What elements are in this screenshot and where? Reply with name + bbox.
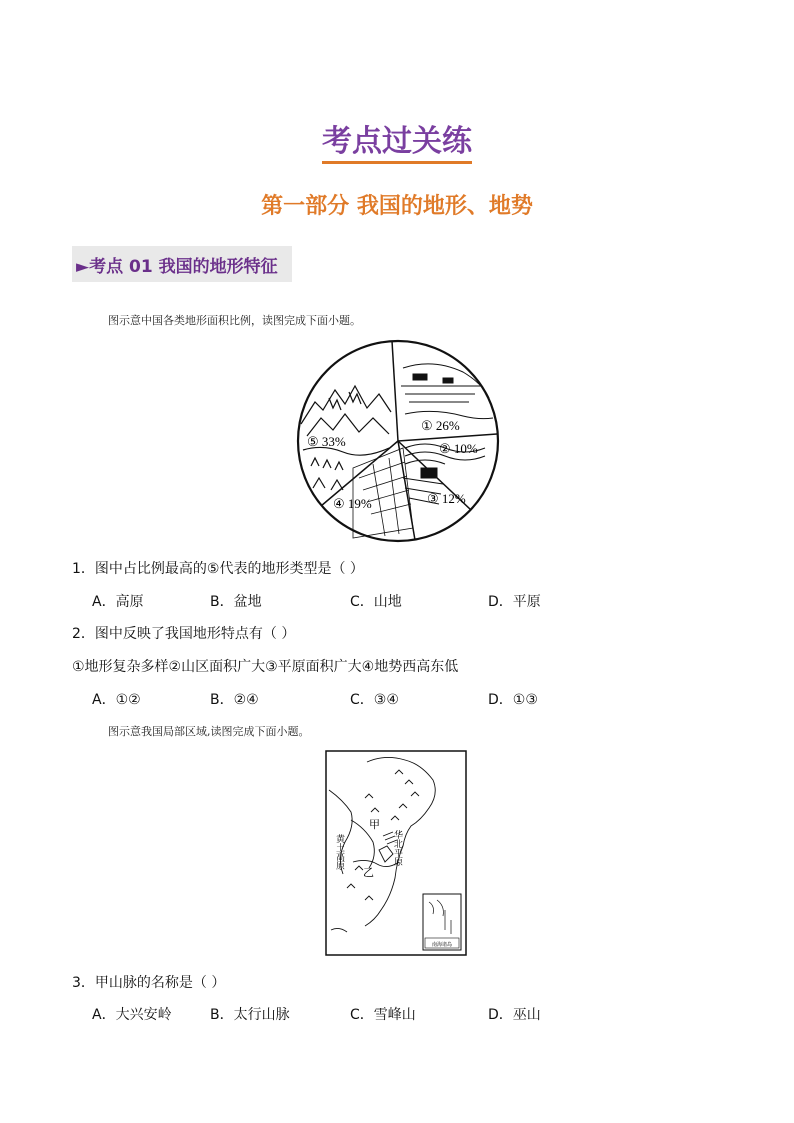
page-subtitle: 第一部分 我国的地形、地势 <box>261 194 533 219</box>
q1-option-d[interactable]: D．平原 <box>488 594 541 610</box>
map-label-plateau: 黄土高原 <box>334 834 344 870</box>
map-label-plain: 华北平原 <box>392 830 402 866</box>
terrain-pie-figure <box>293 338 503 544</box>
figure1-caption: 图示意中国各类地形面积比例，读图完成下面小题。 <box>108 314 361 327</box>
q3-option-c[interactable]: C．雪峰山 <box>350 1007 416 1023</box>
q3-option-a[interactable]: A．大兴安岭 <box>92 1007 172 1023</box>
slice-label-2: ② 10% <box>439 441 478 456</box>
slice-label-3: ③ 12% <box>427 491 466 506</box>
page-title: 考点过关练 <box>0 116 794 160</box>
q2-option-d[interactable]: D．①③ <box>488 692 538 708</box>
map-inset-label: 南海诸岛 <box>431 942 453 948</box>
q2-option-c[interactable]: C．③④ <box>350 692 399 708</box>
question-2-statement: ①地形复杂多样②山区面积广大③平原面积广大④地势西高东低 <box>72 659 459 675</box>
q1-option-c[interactable]: C．山地 <box>350 594 402 610</box>
figure2-caption: 图示意我国局部区域,读图完成下面小题。 <box>108 725 310 738</box>
q1-option-b[interactable]: B．盆地 <box>210 594 262 610</box>
slice-label-5: ⑤ 33% <box>307 434 346 449</box>
q3-option-b[interactable]: B．太行山脉 <box>210 1007 290 1023</box>
question-1-stem: 1．图中占比例最高的⑤代表的地形类型是（ ） <box>72 561 364 577</box>
question-2-stem: 2．图中反映了我国地形特点有（ ） <box>72 626 296 642</box>
map-label-jia: 甲 <box>369 818 380 831</box>
question-3-stem: 3．甲山脉的名称是（ ） <box>72 975 226 991</box>
section-label: ►考点 01 我国的地形特征 <box>76 257 278 277</box>
q2-option-a[interactable]: A．①② <box>92 692 141 708</box>
q1-option-a[interactable]: A．高原 <box>92 594 144 610</box>
slice-label-1: ① 26% <box>421 418 460 433</box>
slice-label-4: ④ 19% <box>333 496 372 511</box>
regional-map-figure <box>325 750 467 956</box>
q2-option-b[interactable]: B．②④ <box>210 692 259 708</box>
q3-option-d[interactable]: D．巫山 <box>488 1007 541 1023</box>
map-label-yi: 乙 <box>363 866 374 879</box>
